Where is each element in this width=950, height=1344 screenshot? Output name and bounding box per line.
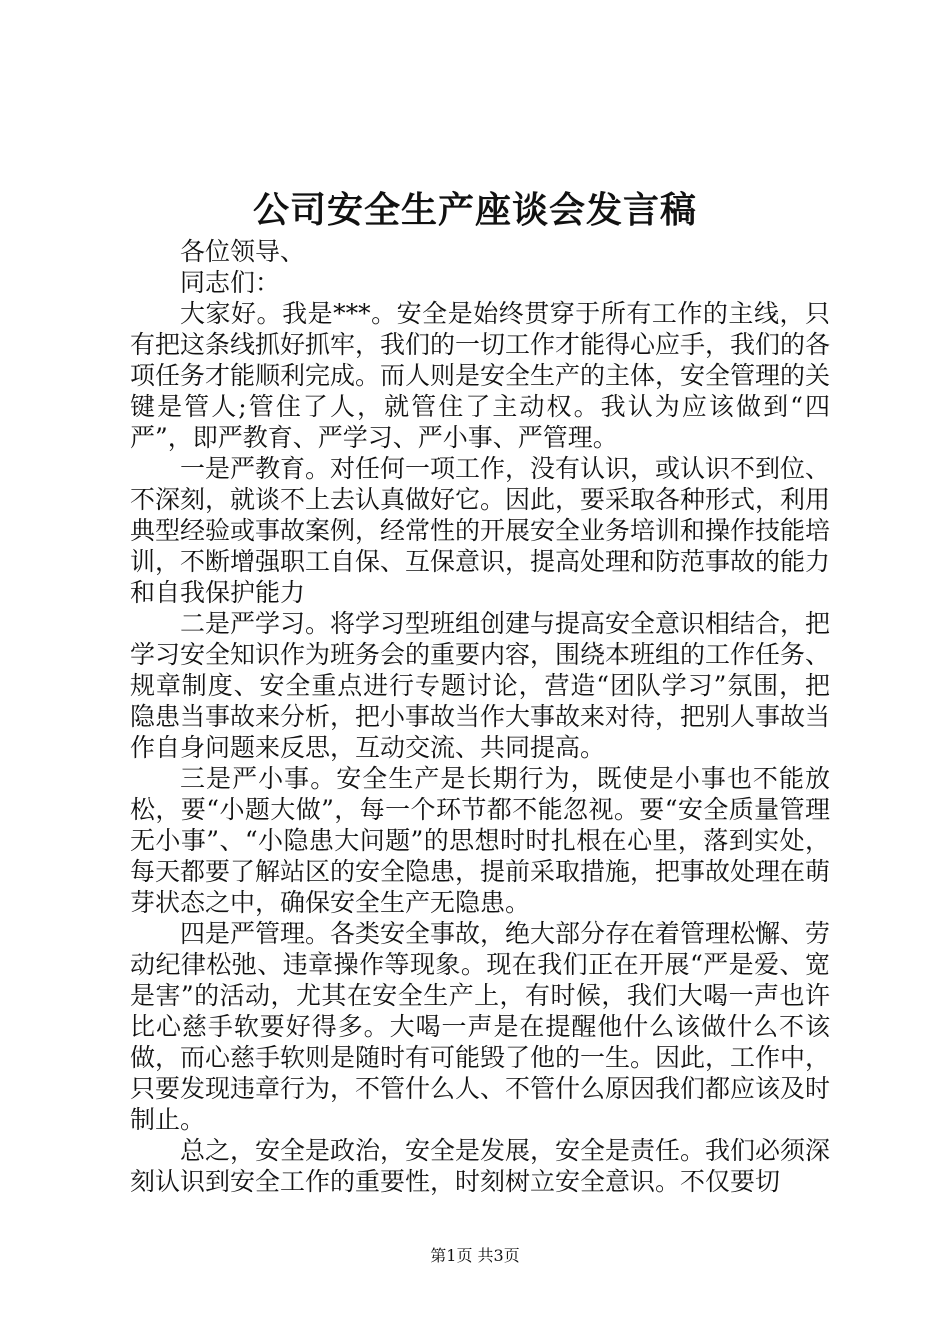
body-paragraph: 大家好。我是***。安全是始终贯穿于所有工作的主线，只有把这条线抓好抓牢，我们的一切工作才能得心应手，我们的各项任务才能顺利完成。而人则是安全生产的主体，安全管理的关键是管人;管住了人，就管住了主动权。我认为应该做到“四严”，即严教育、严学习、严小事、严管理。 (130, 299, 831, 452)
body-paragraph: 一是严教育。对任何一项工作，没有认识，或认识不到位、不深刻，就谈不上去认真做好它。因此，要采取各种形式，利用典型经验或事故案例，经常性的开展安全业务培训和操作技能培训，不断增强职工自保、互保意识，提高处理和防范事故的能力和自我保护能力 (130, 454, 831, 607)
body-paragraph: 四是严管理。各类安全事故，绝大部分存在着管理松懈、劳动纪律松弛、违章操作等现象。现在我们正在开展“严是爱、宽是害”的活动，尤其在安全生产上，有时候，我们大喝一声也许比心慈手软要好得多。大喝一声是在提醒他什么该做什么不该做，而心慈手软则是随时有可能毁了他的一生。因此，工作中，只要发现违章行为，不管什么人、不管什么原因我们都应该及时制止。 (130, 919, 831, 1134)
body-paragraph: 二是严学习。将学习型班组创建与提高安全意识相结合，把学习安全知识作为班务会的重要内容，围绕本班组的工作任务、规章制度、安全重点进行专题讨论，营造“团队学习”氛围，把隐患当事故来分析，把小事故当作大事故来对待，把别人事故当作自身问题来反思，互动交流、共同提高。 (130, 609, 831, 762)
salutation-line: 各位领导、 (180, 237, 306, 266)
document-title: 公司安全生产座谈会发言稿 (252, 189, 697, 231)
salutation-line: 同志们： (180, 268, 281, 297)
body-paragraph: 总之，安全是政治，安全是发展，安全是责任。我们必须深刻认识到安全工作的重要性，时刻树立安全意识。不仅要切 (130, 1136, 831, 1196)
page-footer: 第1页 共3页 (430, 1246, 520, 1265)
document-body (130, 236, 830, 1197)
body-paragraph: 三是严小事。安全生产是长期行为，既使是小事也不能放松，要“小题大做”，每一个环节都不能忽视。要“安全质量管理无小事”、“小隐患大问题”的思想时时扎根在心里，落到实处，每天都要了解站区的安全隐患，提前采取措施，把事故处理在萌芽状态之中，确保安全生产无隐患。 (130, 764, 831, 917)
